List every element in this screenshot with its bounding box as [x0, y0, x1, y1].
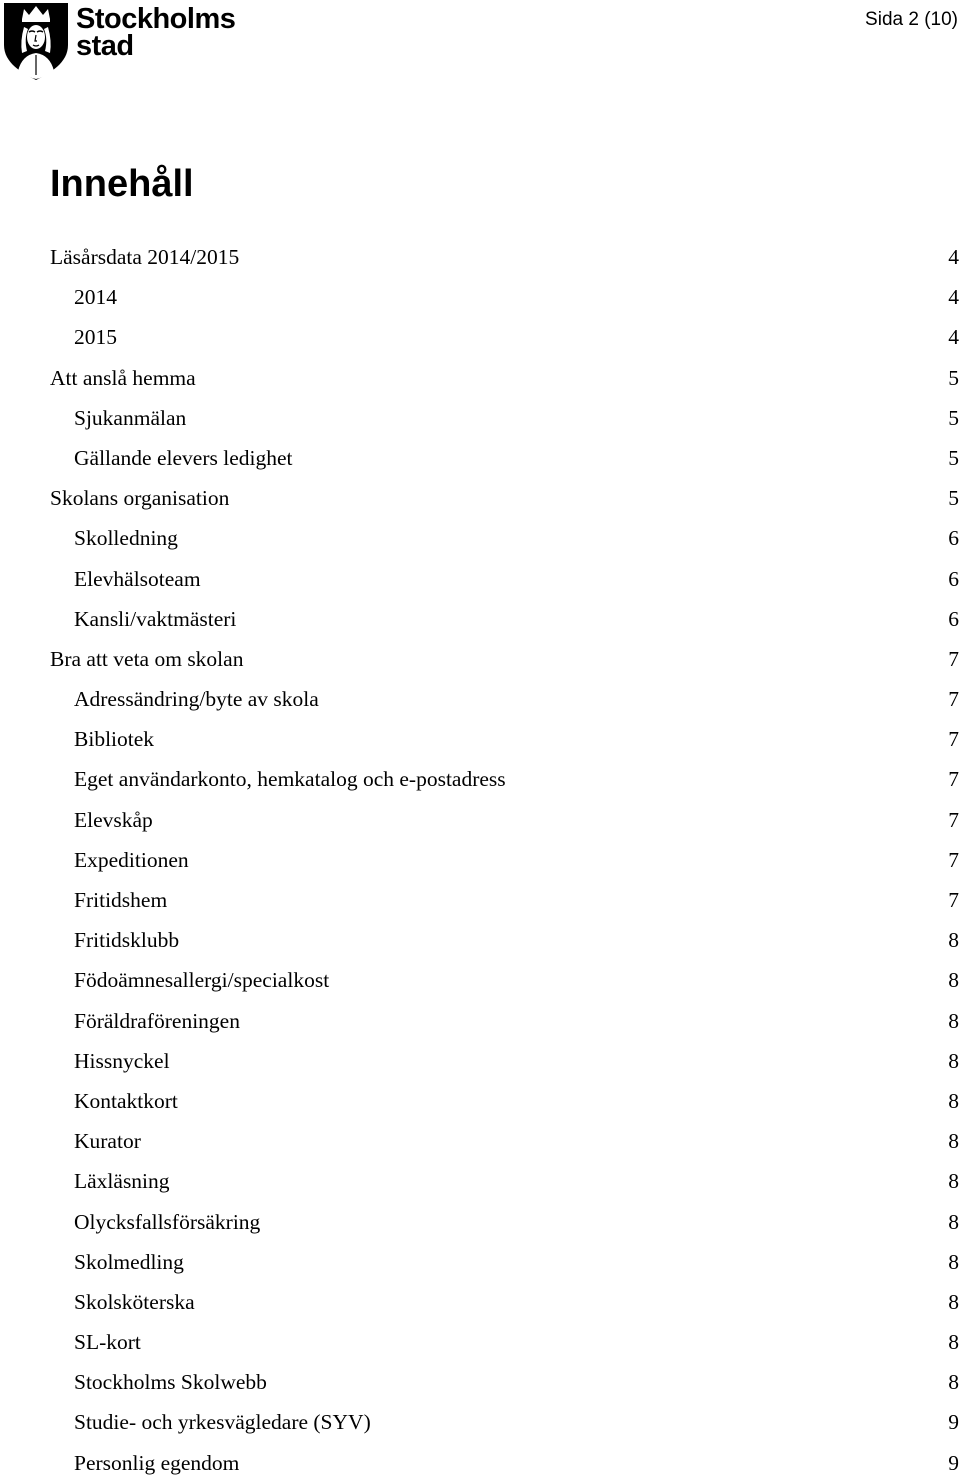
toc-entry[interactable]	[50, 237, 960, 277]
toc-entry[interactable]	[50, 438, 960, 478]
logo-text-line2: stad	[76, 30, 134, 62]
toc-entry-label: Hissnyckel	[74, 1048, 170, 1073]
toc-entry-label: Fritidsklubb	[74, 928, 180, 953]
toc-entry-page-number: 7	[948, 727, 959, 752]
toc-entry[interactable]	[50, 920, 960, 960]
toc-entry-label: Adressändring/byte av skola	[74, 687, 319, 712]
logo-text-line1: Stockholms	[76, 3, 236, 35]
toc-entry-label: Skolans organisation	[50, 486, 230, 511]
toc-entry[interactable]	[50, 398, 960, 438]
toc-entry-label: Skolledning	[74, 526, 178, 551]
toc-entry-label: Sjukanmälan	[74, 405, 187, 430]
toc-entry[interactable]	[50, 639, 960, 679]
toc-entry-label: Eget användarkonto, hemkatalog och e-postadress	[74, 767, 506, 792]
toc-entry-label: Elevhälsoteam	[74, 566, 201, 591]
toc-entry[interactable]	[50, 1161, 960, 1201]
toc-entry-page-number: 4	[948, 325, 959, 350]
toc-entry-label: Skolmedling	[74, 1249, 184, 1274]
toc-entry[interactable]	[50, 719, 960, 759]
toc-entry-label: 2015	[74, 325, 117, 350]
toc-entry-page-number: 7	[948, 687, 959, 712]
toc-entry-page-number: 8	[948, 1008, 959, 1033]
toc-entry-label: Föräldraföreningen	[74, 1008, 240, 1033]
toc-entry-label: Födoämnesallergi/specialkost	[74, 968, 330, 993]
city-crest-icon	[2, 1, 70, 81]
toc-entry[interactable]	[50, 478, 960, 518]
toc-entry[interactable]	[50, 880, 960, 920]
toc-entry-page-number: 8	[948, 1330, 959, 1355]
toc-entry[interactable]	[50, 960, 960, 1000]
toc-entry-page-number: 5	[948, 445, 959, 470]
toc-entry-page-number: 8	[948, 968, 959, 993]
toc-entry-page-number: 5	[948, 365, 959, 390]
toc-entry-label: Stockholms Skolwebb	[74, 1370, 267, 1395]
toc-entry-label: Skolsköterska	[74, 1289, 195, 1314]
toc-entry-page-number: 8	[948, 1370, 959, 1395]
toc-entry-page-number: 8	[948, 928, 959, 953]
toc-entry[interactable]	[50, 518, 960, 558]
toc-entry[interactable]	[50, 1202, 960, 1242]
toc-entry-page-number: 7	[948, 807, 959, 832]
toc-entry[interactable]	[50, 1081, 960, 1121]
toc-entry-page-number: 7	[948, 767, 959, 792]
toc-entry-page-number: 8	[948, 1129, 959, 1154]
toc-entry[interactable]	[50, 679, 960, 719]
toc-entry-page-number: 8	[948, 1169, 959, 1194]
toc-entry-label: Kansli/vaktmästeri	[74, 606, 237, 631]
toc-entry-page-number: 7	[948, 847, 959, 872]
toc-entry[interactable]	[50, 1242, 960, 1282]
toc-entry-page-number: 6	[948, 566, 959, 591]
page-header	[0, 0, 960, 90]
toc-entry-page-number: 7	[948, 646, 959, 671]
toc-entry-label: Expeditionen	[74, 847, 189, 872]
toc-title: Innehåll	[50, 163, 194, 205]
toc-entry-label: Elevskåp	[74, 807, 153, 832]
toc-entry[interactable]	[50, 559, 960, 599]
toc-entry-label: Kontaktkort	[74, 1088, 178, 1113]
toc-entry-page-number: 8	[948, 1209, 959, 1234]
toc-entry-page-number: 4	[948, 245, 959, 269]
toc-entry-page-number: 7	[948, 888, 959, 912]
toc-entry-label: Att anslå hemma	[50, 365, 196, 390]
toc-entry-label: Personlig egendom	[74, 1450, 240, 1475]
logo-wordmark	[76, 3, 236, 62]
toc-entry[interactable]	[50, 317, 960, 357]
toc-entry-label: Studie- och yrkesvägledare (SYV)	[74, 1410, 371, 1435]
toc-entry-label: Olycksfallsförsäkring	[74, 1209, 261, 1234]
toc-entry-label: Bra att veta om skolan	[50, 646, 244, 671]
toc-entry[interactable]	[50, 1402, 960, 1442]
toc-entry-page-number: 8	[948, 1289, 959, 1314]
toc-entry-page-number: 5	[948, 405, 959, 430]
toc-entry[interactable]	[50, 1362, 960, 1402]
toc-entry[interactable]	[50, 800, 960, 840]
toc-entry[interactable]	[50, 1121, 960, 1161]
toc-entry-page-number: 4	[948, 285, 959, 310]
toc-entry-label: Kurator	[74, 1129, 141, 1154]
toc-entry-page-number: 6	[948, 606, 959, 631]
toc-entry[interactable]	[50, 1001, 960, 1041]
toc-entry[interactable]	[50, 840, 960, 880]
toc-entry[interactable]	[50, 1322, 960, 1362]
toc-entry[interactable]	[50, 277, 960, 317]
toc-entry[interactable]	[50, 759, 960, 799]
table-of-contents	[50, 237, 960, 1483]
toc-entry-label: Fritidshem	[74, 888, 168, 912]
toc-entry-label: Läxläsning	[74, 1169, 170, 1194]
toc-entry-page-number: 6	[948, 526, 959, 551]
toc-entry-page-number: 9	[948, 1410, 959, 1435]
toc-entry[interactable]	[50, 358, 960, 398]
toc-entry-page-number: 5	[948, 486, 959, 511]
toc-entry[interactable]	[50, 599, 960, 639]
toc-entry-page-number: 8	[948, 1048, 959, 1073]
toc-entry[interactable]	[50, 1282, 960, 1322]
toc-entry-page-number: 8	[948, 1088, 959, 1113]
stockholms-stad-logo	[2, 1, 242, 81]
toc-entry-label: Läsårsdata 2014/2015	[50, 245, 240, 269]
toc-entry-label: Bibliotek	[74, 727, 155, 752]
toc-entry-page-number: 9	[948, 1450, 959, 1475]
toc-entry-page-number: 8	[948, 1249, 959, 1274]
toc-entry-label: SL-kort	[74, 1330, 141, 1355]
toc-entry[interactable]	[50, 1041, 960, 1081]
page-number: Sida 2 (10)	[865, 9, 958, 30]
toc-entry-label: Gällande elevers ledighet	[74, 445, 293, 470]
toc-entry-label: 2014	[74, 285, 117, 310]
